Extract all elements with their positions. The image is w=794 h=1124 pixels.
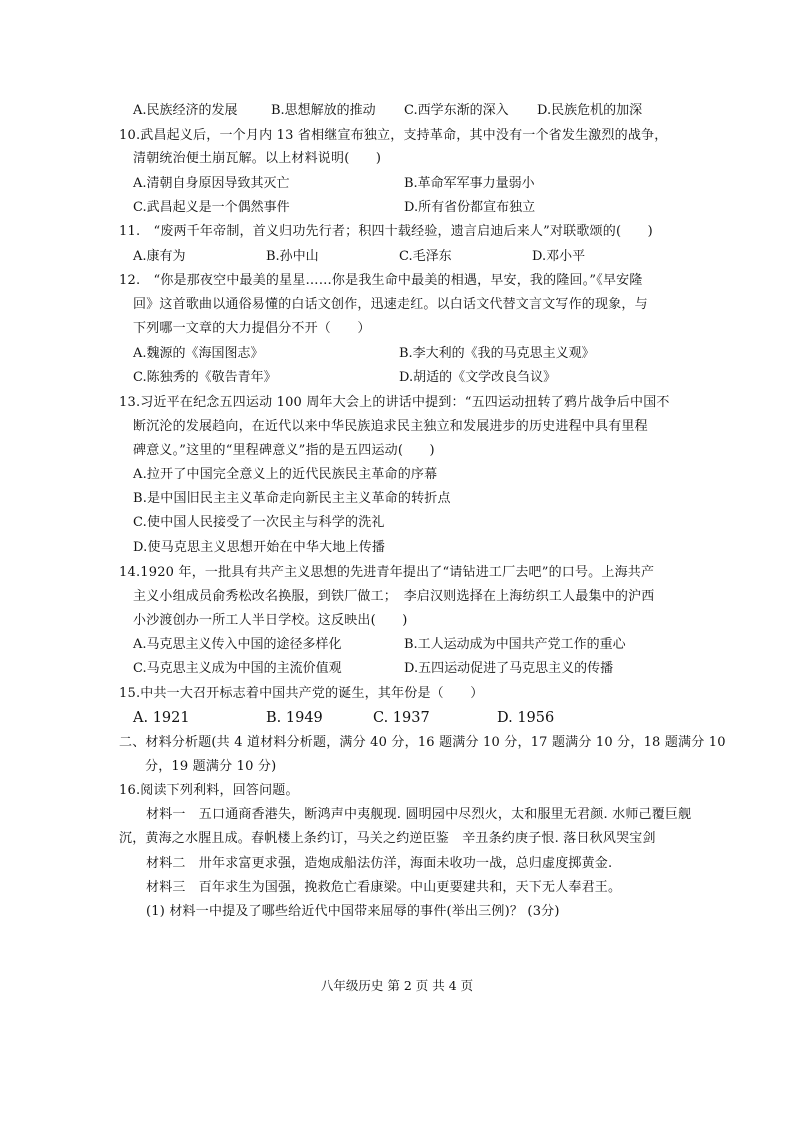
question-text-line: 下列哪一文章的大力提倡分不开（ ） [133, 321, 371, 336]
question-text-line: 主义小组成员俞秀松改名换服，到铁厂做工； 李启汉则选择在上海纺织工人最集中的沪西 [133, 589, 655, 604]
option-b: B.李大利的《我的马克思主义观》 [399, 346, 595, 361]
option-a: A.魏源的《海国图志》 [133, 346, 264, 361]
option-c: C.马克思主义成为中国的主流价值观 [133, 661, 342, 676]
material-2-line: 材料二 卅年求富更求强，造炮成船法仿洋，海面未收功一战，总归虚度掷黄金. [146, 856, 613, 871]
question-text-line: 15.中共一大召开标志着中国共产党的诞生，其年份是（ ） [119, 686, 484, 701]
option-c: C.陈独秀的《敬告青年》 [133, 370, 277, 385]
option-c: C.西学东渐的深入 [404, 103, 509, 118]
option-d: D.民族危机的加深 [537, 103, 643, 118]
option-d: D.胡适的《文学改良刍议》 [399, 370, 557, 385]
option-a: A.拉开了中国完全意义上的近代民族民主革命的序幕 [133, 467, 438, 482]
question-text-line: 断沉沦的发展趋向，在近代以来中华民族追求民主独立和发展进步的历史进程中具有里程 [133, 419, 648, 434]
option-b: B.工人运动成为中国共产党工作的重心 [404, 637, 626, 652]
question-text-line: 回》这首歌曲以通俗易懂的白话文创作，迅速走红。以白话文代替文言文写作的现象，与 [133, 297, 648, 312]
option-a: A.康有为 [133, 249, 186, 264]
material-1-line: 材料一 五口通商香港失，断鸿声中夷舰现. 圆明园中尽烈火，太和服里无君颜. 水师己覆巨舰 [146, 807, 692, 822]
page-footer: 八年级历史 第 2 页 共 4 页 [320, 978, 474, 993]
option-c: C.武昌起义是一个偶然事件 [133, 200, 290, 215]
question-text-line: 11. “废两千年帝制，首义归功先行者；积四十载经验，遗言启迪后来人”对联歌颂的( ) [119, 224, 653, 239]
question-text-line: 小沙渡创办一所工人半日学校。这反映出( ) [133, 613, 408, 628]
option-b: B. 1949 [266, 710, 323, 726]
option-a: A.民族经济的发展 [133, 103, 238, 118]
option-c: C.毛泽东 [399, 249, 452, 264]
section-heading-line: 二、材料分析题(共 4 道材料分析题，满分 40 分，16 题满分 10 分，17 题满分 10 分，18 题满分 10 [119, 735, 726, 750]
option-c: C. 1937 [373, 710, 430, 726]
option-c: C.使中国人民接受了一次民主与科学的洗礼 [133, 515, 385, 530]
sub-question-1: (1) 材料一中提及了哪些给近代中国带来屈辱的事件(举出三例)？ (3分) [146, 904, 560, 919]
question-text-line: 16.阅读下列利料，回答问题。 [119, 783, 299, 798]
option-a: A.马克思主义传入中国的途径多样化 [133, 637, 342, 652]
material-3-line: 材料三 百年求生为国强，挽救危亡看康梁。中山更要建共和，天下无人奉君王。 [146, 880, 622, 895]
option-d: D.使马克思主义思想开始在中华大地上传播 [133, 540, 386, 555]
question-text-line: 清朝统治便土崩瓦解。以上材料说明( ) [133, 151, 382, 166]
option-b: B.思想解放的推动 [271, 103, 376, 118]
option-a: A.清朝自身原因导致其灭亡 [133, 176, 290, 191]
option-d: D.所有省份都宣布独立 [404, 200, 536, 215]
option-d: D. 1956 [497, 710, 555, 726]
option-d: D.五四运动促进了马克思主义的传播 [404, 661, 614, 676]
option-d: D.邓小平 [532, 249, 586, 264]
option-a: A. 1921 [133, 710, 190, 726]
option-b: B.革命军军事力量弱小 [404, 176, 535, 191]
material-1-line: 沉，黄海之水腥且成。春帆楼上条约订，马关之约逆臣鉴 辛丑条约庚子恨. 落日秋风哭宝剑 [119, 831, 656, 846]
question-text-line: 13.习近平在纪念五四运动 100 周年大会上的讲话中提到：“五四运动扭转了鸦片战争后中国不 [119, 395, 670, 410]
question-text-line: 14.1920 年，一批具有共产主义思想的先进青年提出了“请钻进工厂去吧”的口号。上海共产 [119, 565, 655, 580]
option-b: B.孙中山 [266, 249, 319, 264]
section-heading-line: 分，19 题满分 10 分) [145, 759, 277, 774]
question-text-line: 10.武昌起义后，一个月内 13 省相继宣布独立，支持革命，其中没有一个省发生激烈的战争， [119, 128, 668, 143]
option-b: B.是中国旧民主主义革命走向新民主主义革命的转折点 [133, 491, 451, 506]
question-text-line: 12. “你是那夜空中最美的星星……你是我生命中最美的相遇，早安，我的隆回。”《早安隆 [119, 273, 643, 288]
question-text-line: 碑意义。”这里的“里程碑意义”指的是五四运动( ) [133, 443, 435, 458]
